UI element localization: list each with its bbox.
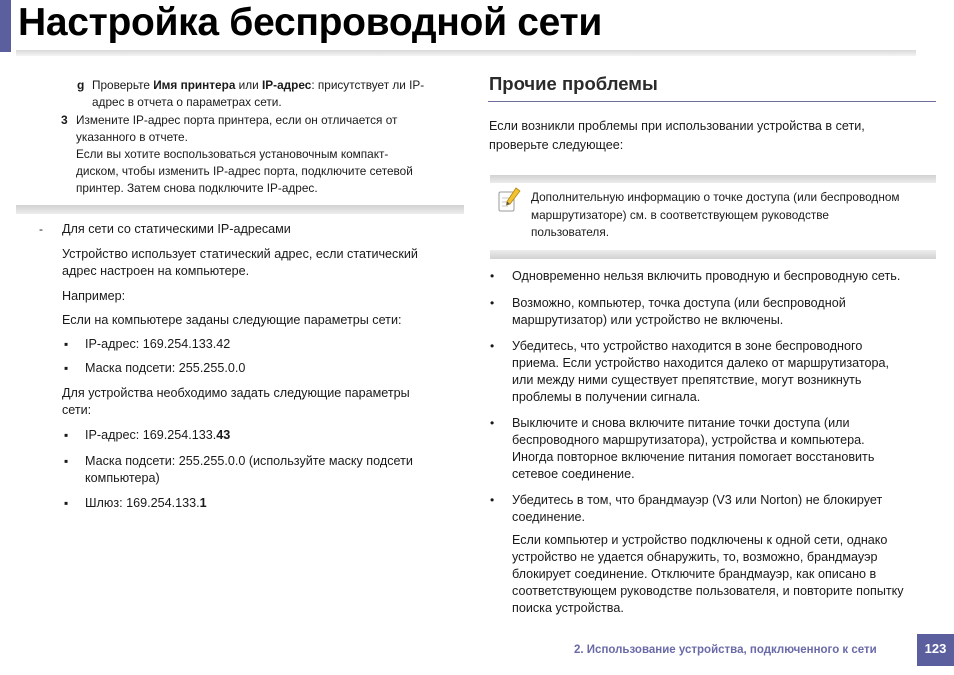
note-top-band [490,175,936,183]
note-line: Дополнительную информацию о точке доступа (или беспроводном [531,190,900,204]
bullet-item: беспроводного маршрутизатора), устройства и компьютера. [512,433,865,447]
square-bullet: ▪ [64,337,69,351]
device-gateway-prefix: Шлюз: 169.254.133. [85,496,200,510]
device-ip-prefix: IP-адрес: 169.254.133. [85,428,217,442]
static-ip-heading: Для сети со статическими IP-адресами [62,222,291,236]
page-number: 123 [917,634,954,666]
bullet-item: сетевое соединение. [512,467,635,481]
step-3-line: диском, чтобы изменить IP-адрес порта, подключите сетевой [76,164,413,178]
step-g-text: Проверьте [92,78,154,92]
step-g-text: : присутствует ли IP- [311,78,425,92]
bullet-item: маршрутизатор) или устройство не включены. [512,313,784,327]
note-bottom-band [490,250,936,259]
round-bullet: • [490,296,495,310]
bullet-item: соединение. [512,510,586,524]
note-line: пользователя. [531,225,609,239]
bullet-item: Убедитесь в том, что брандмауэр (V3 или Norton) не блокирует [512,493,883,507]
step-3-line: принтер. Затем снова подключите IP-адрес. [76,181,318,195]
dash-marker: - [39,222,43,236]
square-bullet: ▪ [64,454,69,468]
bullet-item: Возможно, компьютер, точка доступа (или беспроводной [512,296,846,310]
step-g-text: или [235,78,263,92]
intro-text: Если возникли проблемы при использовании устройства в сети, [489,119,865,133]
step-3-line: Измените IP-адрес порта принтера, если он отличается от [76,113,398,127]
square-bullet: ▪ [64,428,69,442]
page-title: Настройка беспроводной сети [18,1,603,44]
round-bullet: • [490,493,495,507]
static-para-2: Если на компьютере заданы следующие параметры сети: [62,313,402,327]
device-mask: Маска подсети: 255.255.0.0 (используйте маску подсети [85,454,413,468]
round-bullet: • [490,416,495,430]
footer-chapter: 2. Использование устройства, подключенного к сети [574,644,877,656]
section-title: Прочие проблемы [489,73,658,94]
bullet-item: Убедитесь, что устройство находится в зоне беспроводного [512,339,863,353]
step-3-line: Если вы хотите воспользоваться установочным компакт- [76,147,389,161]
step-3-line: указанного в отчете. [76,130,188,144]
square-bullet: ▪ [64,361,69,375]
printer-name-term: Имя принтера [153,78,236,92]
firewall-para: Если компьютер и устройство подключены к одной сети, однако [512,533,888,547]
static-para-1: адрес настроен на компьютере. [62,264,250,278]
bullet-item: проблемы в получении сигнала. [512,390,701,404]
static-para-3: сети: [62,403,92,417]
example-label: Например: [62,289,126,303]
device-gateway-suffix: 1 [199,496,207,510]
section-separator [16,205,464,214]
bullet-item: Иногда повторное включение питания помогает восстановить [512,450,875,464]
device-ip-suffix: 43 [216,428,231,442]
firewall-para: блокирует соединение. Отключите брандмауэр, как описано в [512,567,877,581]
firewall-para: поиска устройства. [512,601,624,615]
firewall-para: соответствующем руководстве пользователя, и повторите попытку [512,584,904,598]
left-column [0,0,470,675]
ip-address-term: IP-адрес [262,78,312,92]
step-g-line-2: адрес в отчета о параметрах сети. [92,95,282,109]
bullet-item: или между ними существует препятствие, могут возникнуть [512,373,862,387]
device-ip [85,427,230,444]
right-column [488,0,938,675]
device-mask: компьютера) [85,471,160,485]
static-para-1: Устройство использует статический адрес, если статический [62,247,418,261]
note-pencil-icon [497,187,521,213]
round-bullet: • [490,339,495,353]
intro-text: проверьте следующее: [489,138,624,152]
static-para-3: Для устройства необходимо задать следующие параметры [62,386,410,400]
firewall-para: устройство не удается обнаружить, то, возможно, брандмауэр [512,550,878,564]
bullet-item: приема. Если устройство находится далеко от маршрутизатора, [512,356,890,370]
step-marker-g: g [77,78,85,92]
bullet-item: Одновременно нельзя включить проводную и беспроводную сеть. [512,269,901,283]
step-g-line-1 [92,77,424,94]
square-bullet: ▪ [64,496,69,510]
bullet-item: Выключите и снова включите питание точки доступа (или [512,416,850,430]
note-line: маршрутизаторе) см. в соответствующем руководстве [531,208,829,222]
section-title-rule [488,101,936,102]
computer-ip: IP-адрес: 169.254.133.42 [85,337,231,351]
computer-mask: Маска подсети: 255.255.0.0 [85,361,246,375]
step-marker-3: 3 [61,113,68,127]
round-bullet: • [490,269,495,283]
device-gateway [85,495,207,512]
